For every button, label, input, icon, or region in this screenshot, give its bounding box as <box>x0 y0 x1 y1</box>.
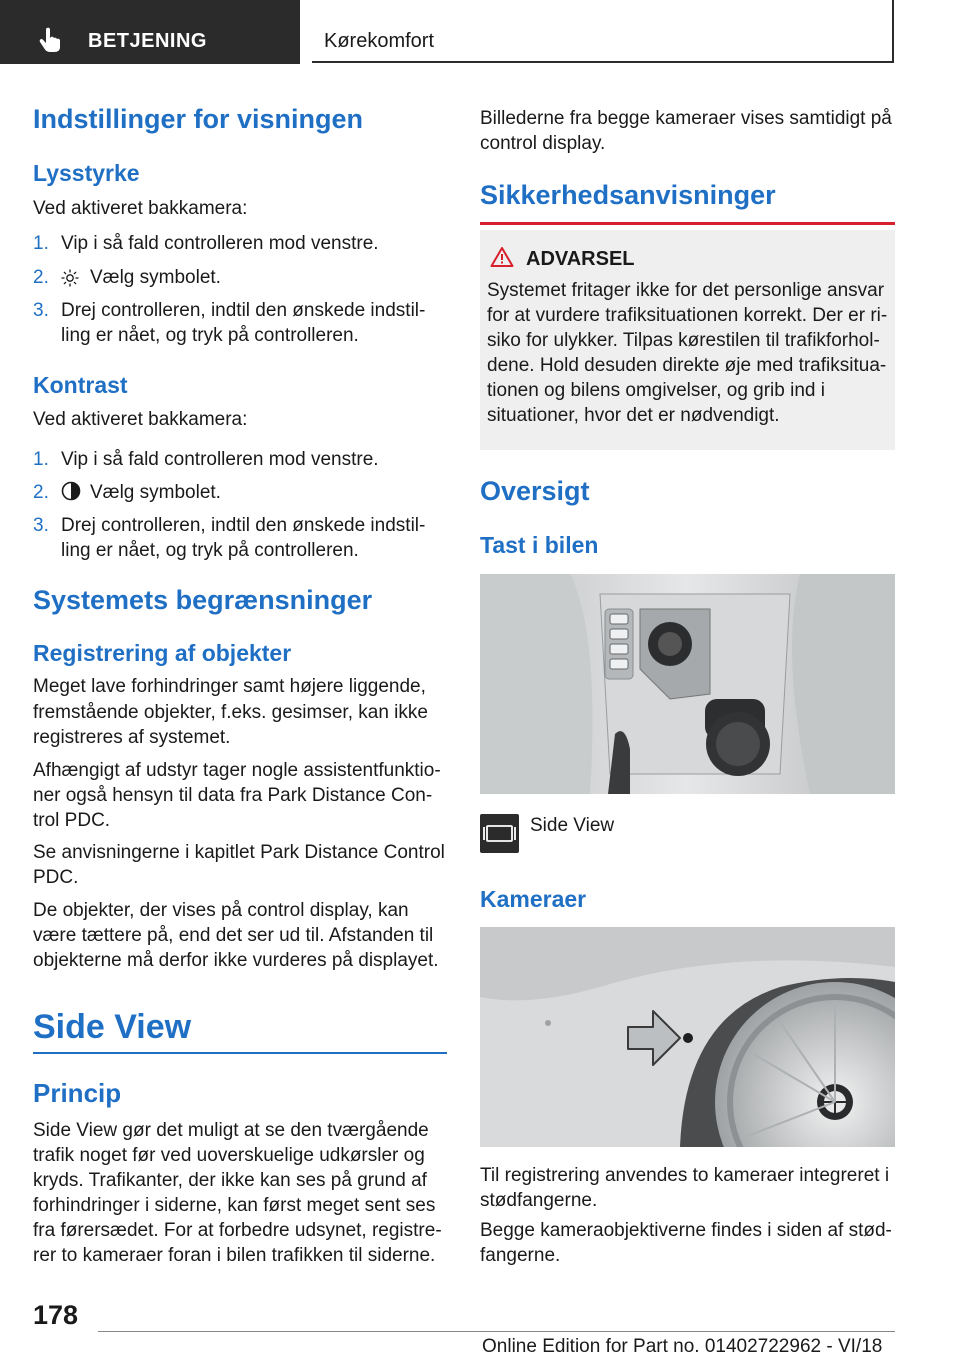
step-text-cont: ling er nået, og tryk på controlleren. <box>61 325 359 346</box>
warning-title: ADVARSEL <box>526 248 635 270</box>
step-number: 2. <box>33 267 49 288</box>
step-text-cont: ling er nået, og tryk på controlleren. <box>61 540 359 561</box>
step-number: 2. <box>33 482 49 503</box>
step-text: Drej controlleren, indtil den ønskede indstil- <box>61 515 426 536</box>
text-line: trafik noget før ved uoverskuelige udkørsler og <box>33 1145 425 1166</box>
text-line: for at vurdere trafiksituationen korrekt. Der er ri- <box>487 305 888 326</box>
heading-indstillinger: Indstillinger for visningen <box>33 104 364 134</box>
contrast-icon <box>61 481 81 501</box>
text-line: Til registrering anvendes to kameraer integreret i <box>480 1165 890 1186</box>
bumper-camera-illustration <box>480 927 895 1147</box>
lysstyrke-intro: Ved aktiveret bakkamera: <box>33 198 248 219</box>
text-line: Begge kameraobjektiverne findes i siden af stød- <box>480 1220 892 1241</box>
footer-rule <box>98 1331 895 1332</box>
step-text: Drej controlleren, indtil den ønskede indstil- <box>61 300 426 321</box>
text-line: control display. <box>480 133 606 154</box>
section-header <box>312 0 894 63</box>
heading-kontrast: Kontrast <box>33 372 128 398</box>
chapter-label: BETJENING <box>88 30 207 52</box>
text-line: Side View gør det muligt at se den tværgående <box>33 1120 429 1141</box>
text-line: Meget lave forhindringer samt højere liggende, <box>33 676 426 697</box>
text-line: være tættere på, end det ser ud til. Afstanden til <box>33 925 434 946</box>
step-text: Vælg symbolet. <box>90 267 221 288</box>
center-console-illustration <box>480 574 895 794</box>
heading-oversigt: Oversigt <box>480 476 590 506</box>
sun-brightness-icon <box>61 269 79 287</box>
text-line: kryds. Trafikanter, der ikke kan ses på grund af <box>33 1170 427 1191</box>
step-text: Vip i så fald controlleren mod venstre. <box>61 233 379 254</box>
text-line: fremstående objekter, f.eks. gesimser, kan ikke <box>33 702 428 723</box>
kontrast-intro: Ved aktiveret bakkamera: <box>33 409 248 430</box>
heading-begraensninger: Systemets begrænsninger <box>33 585 373 615</box>
text-line: Se anvisningerne i kapitlet Park Distance Control <box>33 842 445 863</box>
warning-text <box>487 278 889 428</box>
text-line: siko for ulykker. Tilpas kørestilen til trafikforhol- <box>487 330 880 351</box>
page-number: 178 <box>33 1300 79 1330</box>
text-line: rer to kameraer foran i bilen trafikken til siderne. <box>33 1245 436 1266</box>
heading-sideview: Side View <box>33 1008 192 1046</box>
text-line: ner også hensyn til data fra Park Distance Con- <box>33 785 433 806</box>
warning-triangle-icon <box>490 246 514 268</box>
warning-top-rule <box>480 222 895 225</box>
text-line: Billederne fra begge kameraer vises samtidigt på <box>480 108 892 129</box>
side-view-button-label: Side View <box>530 815 615 836</box>
heading-princip: Princip <box>33 1078 122 1108</box>
side-view-button-icon <box>480 814 519 853</box>
step-number: 1. <box>33 449 49 470</box>
text-line: dene. Hold desuden direkte øje med trafiksitua- <box>487 355 887 376</box>
heading-lysstyrke: Lysstyrke <box>33 160 140 186</box>
section-title: Kørekomfort <box>324 30 435 52</box>
heading-registrering: Registrering af objekter <box>33 640 292 666</box>
text-line: stødfangerne. <box>480 1190 598 1211</box>
heading-sikkerhed: Sikkerhedsanvisninger <box>480 180 776 210</box>
text-line: forhindringer i siderne, kan først meget sent ses <box>33 1195 436 1216</box>
center-console-photo <box>480 574 895 794</box>
step-text: Vip i så fald controlleren mod venstre. <box>61 449 379 470</box>
heading-underline <box>33 1052 447 1054</box>
text-line: situationer, hvor det er nødvendigt. <box>487 405 780 426</box>
hand-pointer-icon <box>38 26 64 52</box>
text-line: tionen og bilens omgivelser, og grib ind i <box>487 380 825 401</box>
footer-edition: Online Edition for Part no. 01402722962 - VI/18 <box>482 1336 883 1357</box>
text-line: objekterne må derfor ikke vurderes på displayet. <box>33 950 439 971</box>
heading-tast: Tast i bilen <box>480 532 599 558</box>
heading-kameraer: Kameraer <box>480 886 587 912</box>
text-line: De objekter, der vises på control display, kan <box>33 900 409 921</box>
text-line: trol PDC. <box>33 810 111 831</box>
text-line: Systemet fritager ikke for det personlige ansvar <box>487 280 885 301</box>
text-line: PDC. <box>33 867 79 888</box>
text-line: Afhængigt af udstyr tager nogle assistentfunktio- <box>33 760 441 781</box>
chapter-tab <box>0 0 300 64</box>
text-line: registreres af systemet. <box>33 727 231 748</box>
text-line: fangerne. <box>480 1245 561 1266</box>
step-number: 3. <box>33 300 49 321</box>
step-number: 1. <box>33 233 49 254</box>
bumper-camera-photo <box>480 927 895 1147</box>
warning-box <box>480 230 895 450</box>
step-text: Vælg symbolet. <box>90 482 221 503</box>
text-line: fra førersædet. For at forbedre udsynet, registre- <box>33 1220 442 1241</box>
step-number: 3. <box>33 515 49 536</box>
